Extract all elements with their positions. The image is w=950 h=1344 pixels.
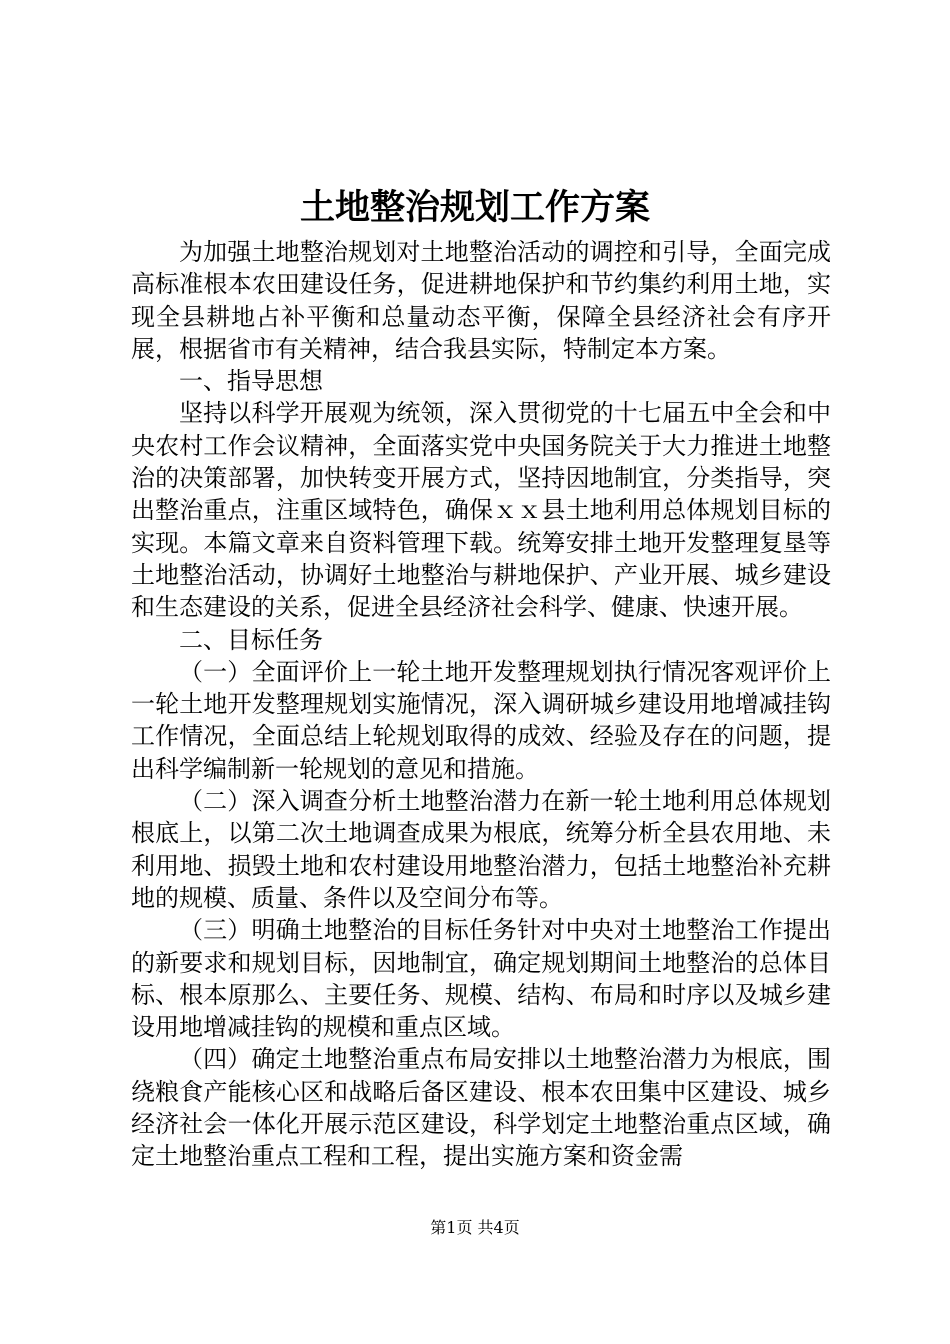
objective-item-1: （一）全面评价上一轮土地开发整理规划执行情况客观评价上一轮土地开发整理规划实施情况，深入调研城乡建设用地增减挂钩工作情况，全面总结上轮规划取得的成效、经验及存在的问题，提出科学编制新一轮规划的意见和措施。 — [131, 657, 831, 783]
document-title: 土地整治规划工作方案 — [299, 187, 650, 228]
objective-item-2: （二）深入调查分析土地整治潜力在新一轮土地利用总体规划根底上，以第二次土地调查成果为根底，统筹分析全县农用地、未利用地、损毁土地和农村建设用地整治潜力，包括土地整治补充耕地的规模、质量、条件以及空间分布等。 — [131, 787, 831, 912]
objective-item-3: （三）明确土地整治的目标任务针对中央对土地整治工作提出的新要求和规划目标，因地制宜，确定规划期间土地整治的总体目标、根本原那么、主要任务、规模、结构、布局和时序以及城乡建设用地增减挂钩的规模和重点区域。 — [131, 916, 831, 1042]
guiding-ideology-paragraph: 坚持以科学开展观为统领，深入贯彻党的十七届五中全会和中央农村工作会议精神，全面落实党中央国务院关于大力推进土地整治的决策部署，加快转变开展方式，坚持因地制宜，分类指导，突出整治重点，注重区域特色，确保ｘｘ县土地利用总体规划目标的实现。本篇文章来自资料管理下载。统筹安排土地开发整理复垦等土地整治活动，协调好土地整治与耕地保护、产业开展、城乡建设和生态建设的关系，促进全县经济社会科学、健康、快速开展。 — [131, 399, 831, 622]
section-heading-objectives: 二、目标任务 — [179, 625, 323, 654]
page-footer: 第1页 共4页 — [430, 1218, 520, 1237]
intro-paragraph: 为加强土地整治规划对土地整治活动的调控和引导，全面完成高标准根本农田建设任务，促进耕地保护和节约集约利用土地，实现全县耕地占补平衡和总量动态平衡，保障全县经济社会有序开展，根据省市有关精神，结合我县实际，特制定本方案。 — [131, 238, 831, 363]
section-heading-guiding-ideology: 一、指导思想 — [179, 367, 323, 396]
document-body — [131, 236, 831, 1173]
objective-item-4: （四）确定土地整治重点布局安排以土地整治潜力为根底，围绕粮食产能核心区和战略后备区建设、根本农田集中区建设、城乡经济社会一体化开展示范区建设，科学划定土地整治重点区域，确定土地整治重点工程和工程，提出实施方案和资金需 — [131, 1045, 831, 1171]
